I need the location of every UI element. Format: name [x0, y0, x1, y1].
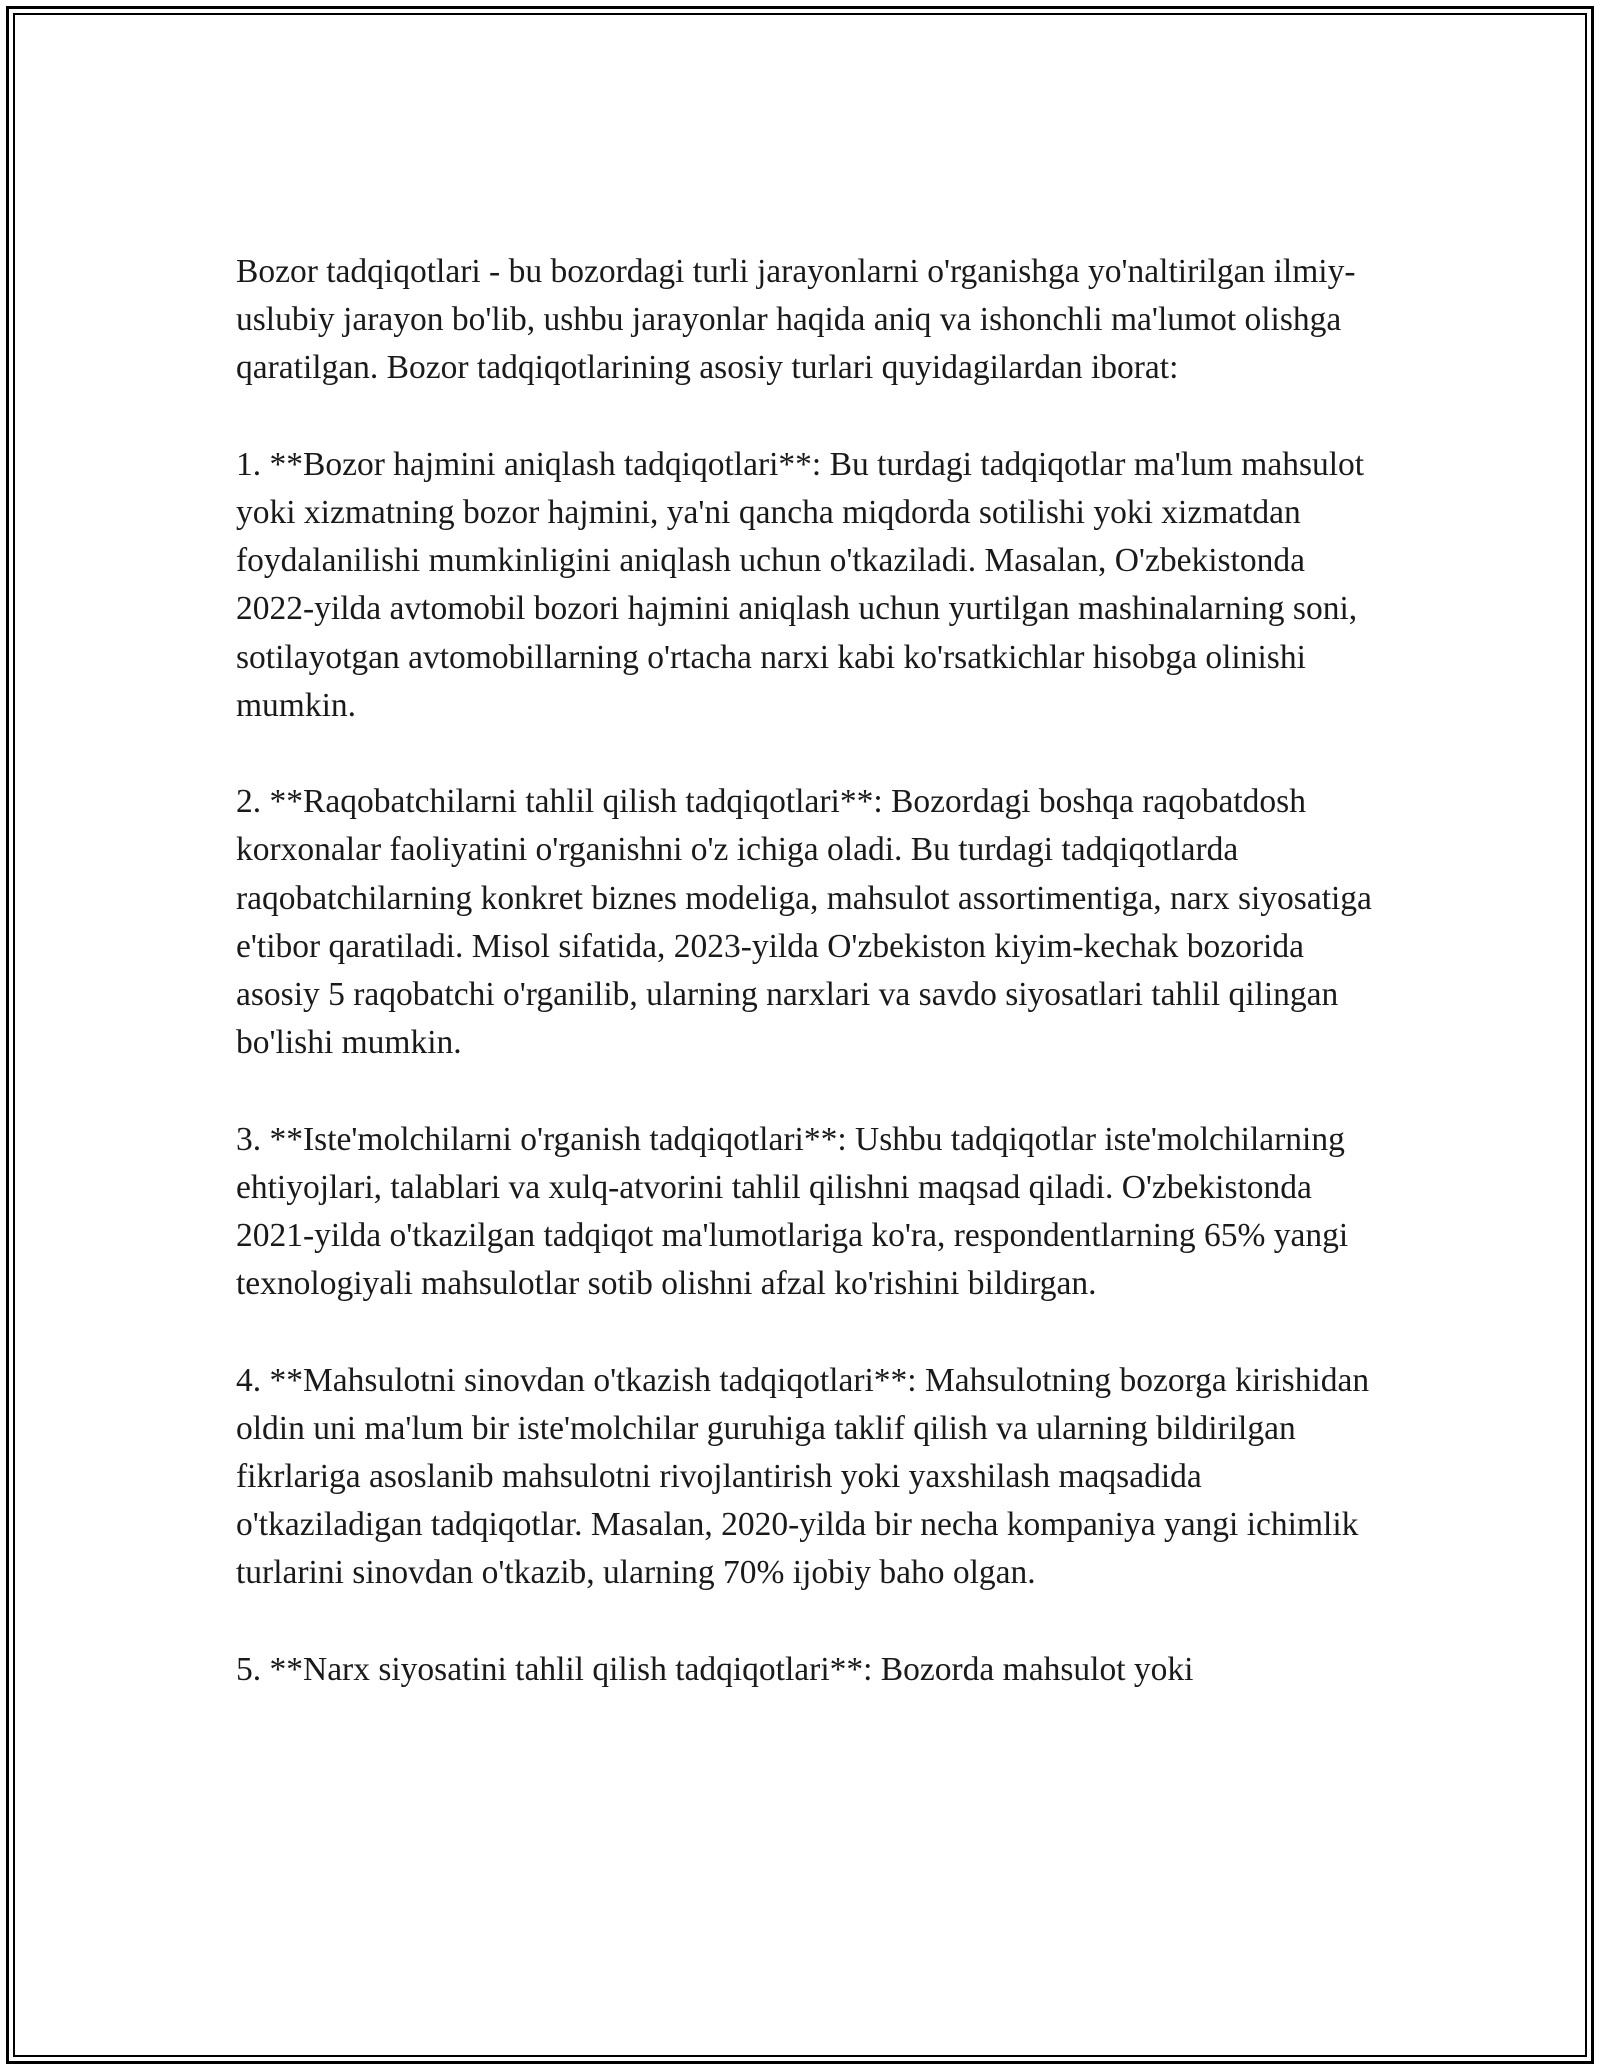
list-item: 5. **Narx siyosatini tahlil qilish tadqiqotlari**: Bozorda mahsulot yoki	[236, 1650, 1194, 1688]
document-body	[236, 248, 1376, 1694]
list-item: 3. **Iste'molchilarni o'rganish tadqiqotlari**: Ushbu tadqiqotlar iste'molchilarning ehtiyojlari, talablari va xulq-atvorini tahlil qilishni maqsad qiladi. O'zbekistonda 2021-yilda o'tkazilgan tadqiqot ma'lumotlariga ko'ra, respondentlarning 65% yangi texnologiyali mahsulotlar sotib olishni afzal ko'rishini bildirgan.	[236, 1120, 1349, 1303]
intro-paragraph: Bozor tadqiqotlari - bu bozordagi turli jarayonlarni o'rganishga yo'naltirilgan ilmiy-uslubiy jarayon bo'lib, ushbu jarayonlar haqida aniq va ishonchli ma'lumot olishga qaratilgan. Bozor tadqiqotlarining asosiy turlari quyidagilardan iborat:	[236, 253, 1356, 387]
list-item: 1. **Bozor hajmini aniqlash tadqiqotlari**: Bu turdagi tadqiqotlar ma'lum mahsulot yoki xizmatning bozor hajmini, ya'ni qancha miqdorda sotilishi yoki xizmatdan foydalanilishi mumkinligini aniqlash uchun o'tkaziladi. Masalan, O'zbekistonda 2022-yilda avtomobil bozori hajmini aniqlash uchun yurtilgan mashinalarning soni, sotilayotgan avtomobillarning o'rtacha narxi kabi ko'rsatkichlar hisobga olinishi mumkin.	[236, 445, 1365, 724]
list-item: 2. **Raqobatchilarni tahlil qilish tadqiqotlari**: Bozordagi boshqa raqobatdosh korxonalar faoliyatini o'rganishni o'z ichiga oladi. Bu turdagi tadqiqotlarda raqobatchilarning konkret biznes modeliga, mahsulot assortimentiga, narx siyosatiga e'tibor qaratiladi. Misol sifatida, 2023-yilda O'zbekiston kiyim-kechak bozorida asosiy 5 raqobatchi o'rganilib, ularning narxlari va savdo siyosatlari tahlil qilingan bo'lishi mumkin.	[236, 783, 1372, 1062]
list-item: 4. **Mahsulotni sinovdan o'tkazish tadqiqotlari**: Mahsulotning bozorga kirishidan oldin uni ma'lum bir iste'molchilar guruhiga taklif qilish va ularning bildirilgan fikrlariga asoslanib mahsulotni rivojlantirish yoki yaxshilash maqsadida o'tkaziladigan tadqiqotlar. Masalan, 2020-yilda bir necha kompaniya yangi ichimlik turlarini sinovdan o'tkazib, ularning 70% ijobiy baho olgan.	[236, 1361, 1370, 1592]
